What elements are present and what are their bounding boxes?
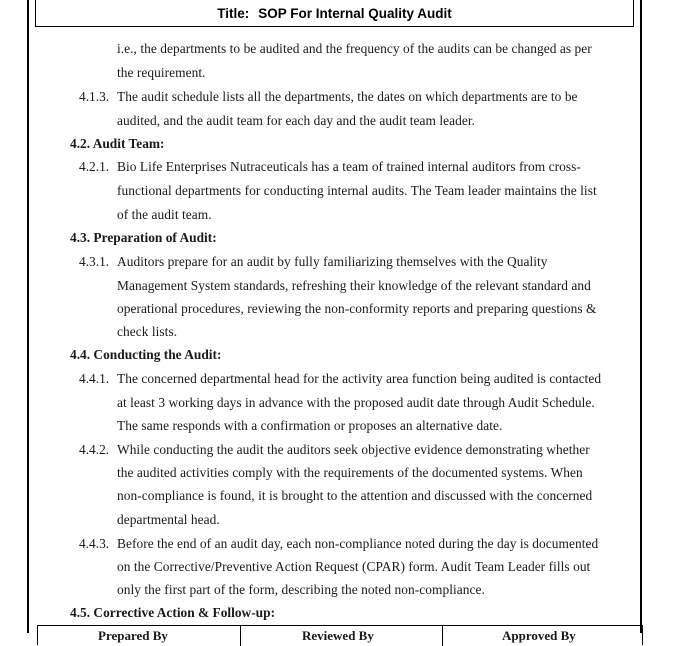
document-title-bar — [35, 0, 634, 27]
clause-number: 4.1.3. — [79, 89, 110, 104]
title-label: Title: — [217, 5, 250, 21]
paragraph-line: departmental head. — [117, 512, 220, 527]
paragraph-line: Management System standards, refreshing their knowledge of the relevant standard and — [117, 278, 591, 293]
section-heading: 4.3. Preparation of Audit: — [70, 230, 217, 245]
paragraph-line: Bio Life Enterprises Nutraceuticals has a team of trained internal auditors from cross- — [117, 159, 581, 174]
clause-number: 4.4.2. — [79, 442, 110, 457]
paragraph-line: While conducting the audit the auditors seek objective evidence demonstrating whether — [117, 442, 590, 457]
clause-number: 4.3.1. — [79, 254, 110, 269]
clause-number: 4.4.3. — [79, 536, 110, 551]
document-title: SOP For Internal Quality Audit — [258, 5, 452, 21]
section-heading: 4.4. Conducting the Audit: — [70, 347, 222, 362]
paragraph-line: the audited activities comply with the requirements of the documented systems. When — [117, 465, 583, 480]
section-heading: 4.5. Corrective Action & Follow-up: — [70, 605, 276, 620]
section-heading: 4.2. Audit Team: — [70, 136, 165, 151]
reviewed-by-header: Reviewed By — [302, 628, 374, 643]
approved-by-header: Approved By — [502, 628, 576, 643]
paragraph-line: Auditors prepare for an audit by fully familiarizing themselves with the Quality — [117, 254, 548, 269]
paragraph-line: on the Corrective/Preventive Action Request (CPAR) form. Audit Team Leader fills out — [117, 559, 591, 574]
paragraph-line: i.e., the departments to be audited and the frequency of the audits can be changed as per — [117, 41, 592, 56]
paragraph-line: Before the end of an audit day, each non-compliance noted during the day is documented — [117, 536, 599, 551]
paragraph-line: The concerned departmental head for the activity area function being audited is contacted — [117, 371, 602, 386]
clause-number: 4.4.1. — [79, 371, 110, 386]
paragraph-line: check lists. — [117, 324, 178, 339]
paragraph-line: functional departments for conducting internal audits. The Team leader maintains the list — [117, 183, 597, 198]
paragraph-line: of the audit team. — [117, 207, 212, 222]
paragraph-line: The same responds with a confirmation or proposes an alternative date. — [117, 418, 503, 433]
clause-number: 4.2.1. — [79, 159, 110, 174]
paragraph-line: audited, and the audit team for each day and the audit team leader. — [117, 113, 476, 128]
paragraph-line: The audit schedule lists all the departments, the dates on which departments are to be — [117, 89, 578, 104]
paragraph-line: at least 3 working days in advance with the proposed audit date through Audit Schedule. — [117, 395, 595, 410]
prepared-by-header: Prepared By — [98, 628, 168, 643]
signature-table — [37, 625, 643, 645]
paragraph-line: only the first part of the form, describing the noted non-compliance. — [117, 582, 485, 597]
paragraph-line: operational procedures, reviewing the non-conformity reports and preparing questions & — [117, 301, 597, 316]
paragraph-line: non-compliance is found, it is brought to the attention and discussed with the concerned — [117, 488, 593, 503]
paragraph-line: the requirement. — [117, 65, 206, 80]
